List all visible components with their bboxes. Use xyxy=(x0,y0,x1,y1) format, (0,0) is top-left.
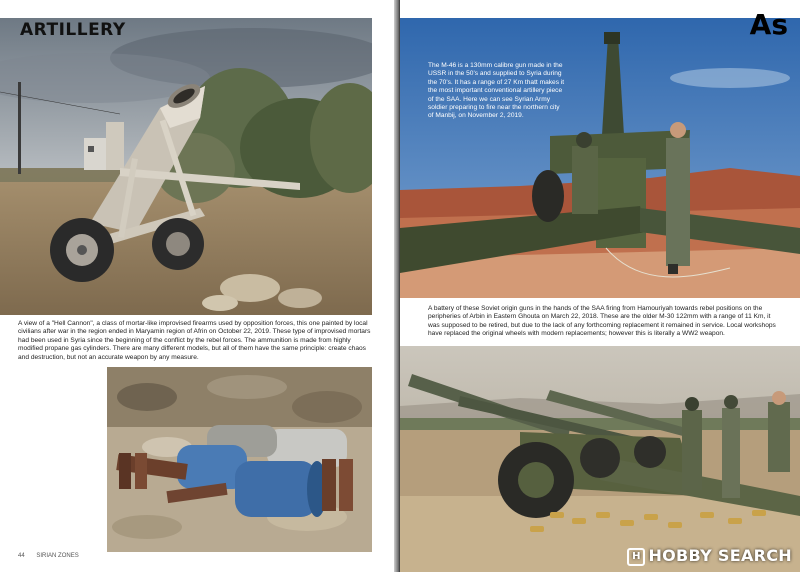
hobby-search-icon: H xyxy=(627,548,645,566)
publisher-logo: As xyxy=(749,8,788,41)
gas-cylinder-photo xyxy=(107,367,372,552)
caption-hell-cannon: A view of a "Hell Cannon", a class of mortar-like improvised firearms used by opposition forces, this one painted by local civilians after war in the region ended in Maryamin region of Afrin on October 22, 2019. These type of improvised mortars had been used in Syria since the beginning of the conflict by the rebel forces. The ammunition is made from highly modified propane gas cylinders. There are many different models, but all of them have the same principle: create chaos and destruction, but not an accurate weapon by any measure. xyxy=(18,320,371,361)
hobby-search-watermark xyxy=(627,546,792,566)
m46-gun-photo xyxy=(400,18,800,298)
caption-m46: The M-46 is a 130mm calibre gun made in the USSR in the 50's and supplied to Syria during the 70's. It has a range of 27 Km thatt makes it the most important conventional artillery piece of the SAA. Here we can see Syrian Army soldier preparing to fire near the northern city of Manbij, on November 2, 2019. xyxy=(428,62,565,120)
m30-battery-photo xyxy=(400,346,800,572)
watermark-text: HOBBY SEARCH xyxy=(648,546,792,565)
page-number: 44 xyxy=(18,553,25,559)
page-folio xyxy=(18,553,89,559)
caption-m30-battery: A battery of these Soviet origin guns in the hands of the SAA firing from Hamouriyah towards rebel positions on the peripheries of Arbin in Eastern Ghouta on March 22, 2018. These are the older M-30 122mm with a range of 11 Km, it was supposed to be retired, but due to the lack of any forthcoming replacement it remained in service. Local workshops have replaced the original wheels with modern replacements; however this is literally a WW2 weapon. xyxy=(428,305,776,338)
section-title: ARTILLERY xyxy=(20,20,126,40)
hell-cannon-photo xyxy=(0,18,372,315)
running-footer: SIRIAN ZONES xyxy=(36,553,79,559)
right-page xyxy=(400,0,800,572)
left-page xyxy=(0,0,398,572)
